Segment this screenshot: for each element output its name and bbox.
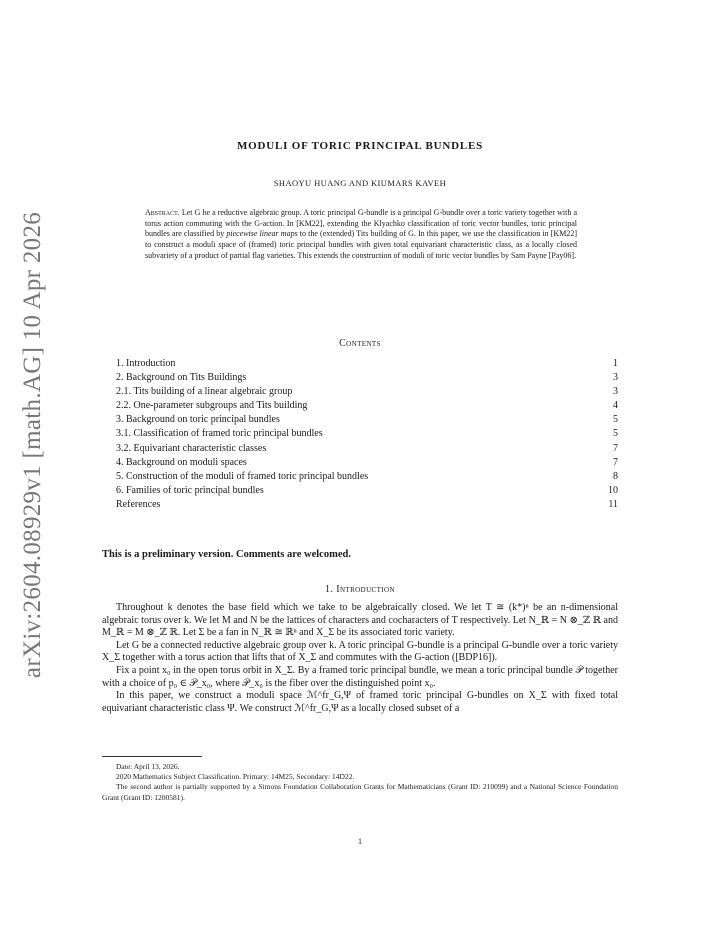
toc-page: 5 bbox=[613, 414, 618, 426]
abstract-label: Abstract. bbox=[145, 208, 180, 217]
toc-page: 3 bbox=[613, 372, 618, 384]
toc-page: 5 bbox=[613, 428, 618, 440]
footnote-msc: 2020 Mathematics Subject Classification. Primary: 14M25, Secondary: 14D22. bbox=[116, 772, 355, 782]
toc-label: 1. Introduction bbox=[116, 358, 176, 369]
toc-entry[interactable] bbox=[116, 413, 618, 427]
toc-entry[interactable] bbox=[116, 399, 618, 413]
toc-entry[interactable] bbox=[116, 385, 618, 399]
toc-label: 3.1. Classification of framed toric principal bundles bbox=[116, 428, 323, 440]
footnote-funding: The second author is partially supported by a Simons Foundation Collaboration Grants for Mathematicians (Grant ID: 210099) and a National Science Foundation Grant (Grant ID: 1200581). bbox=[102, 782, 618, 802]
toc-page: 7 bbox=[613, 442, 618, 454]
paper-title: MODULI OF TORIC PRINCIPAL BUNDLES bbox=[236, 140, 484, 152]
arxiv-sidebar-stamp bbox=[8, 210, 58, 680]
toc-page: 4 bbox=[613, 400, 618, 412]
toc-entry[interactable] bbox=[116, 371, 618, 385]
toc-label: 2. Background on Tits Buildings bbox=[116, 372, 247, 384]
toc-label: 2.1. Tits building of a linear algebraic group bbox=[116, 386, 293, 398]
footnote-rule bbox=[102, 756, 202, 757]
footnote-date: Date: April 13, 2026. bbox=[116, 762, 180, 771]
toc-entry[interactable] bbox=[116, 498, 618, 512]
section-heading: 1. Introduction bbox=[325, 584, 395, 595]
toc-label: 3. Background on toric principal bundles bbox=[116, 414, 280, 426]
abstract-emphasis: piecewise linear maps bbox=[226, 229, 298, 239]
toc-entry[interactable] bbox=[116, 484, 618, 498]
toc-page: 11 bbox=[608, 498, 618, 510]
toc-entry[interactable] bbox=[116, 456, 618, 470]
paragraph: Let G be a connected reductive algebraic group over k. A toric principal G-bundle is a principal G-bundle over a toric variety X_Σ together with a torus action that lifts that of X_Σ and commutes with the G-action ([BDP16]). bbox=[102, 639, 618, 664]
footnotes bbox=[102, 762, 618, 803]
toc-entry[interactable] bbox=[116, 357, 618, 371]
abstract-text-2: to the (extended) Tits building of G. In this paper, we use the classification in [KM22] to construct a moduli space of (framed) toric principal bundles with given total equivariant characteristic class, as a locally closed subvariety of a product of partial flag varieties. This extends the construction of moduli of toric vector bundles by Sam Payne [Pay06]. bbox=[145, 229, 577, 260]
toc-label: 4. Background on moduli spaces bbox=[116, 456, 247, 468]
abstract-text: Let G be a reductive algebraic group. A toric principal G-bundle is a principal G-bundle over a toric variety together with a torus action commuting with the G-action. In [KM22], extending the Klyachko classification of toric vector bundles, toric principal bundles are classified by bbox=[145, 208, 577, 239]
paragraph: In this paper, we construct a moduli space ℳ^fr_G,Ψ of framed toric principal G-bundles on X_Σ with fixed total equivariant characteristic class Ψ. We construct ℳ^fr_G,Ψ as a locally closed subset of a bbox=[102, 690, 618, 714]
toc-label: 3.2. Equivariant characteristic classes bbox=[116, 442, 267, 454]
paragraph: Fix a point x₀ in the open torus orbit in X_Σ. By a framed toric principal bundle, we mean a toric principal bundle 𝒫 together with a choice of p₀ ∈ 𝒫_x₀, where 𝒫_x₀ is the fiber over the distinguished point x₀. bbox=[102, 664, 618, 689]
toc-entry[interactable] bbox=[116, 427, 618, 441]
paragraph: Throughout k denotes the base field which we take to be algebraically closed. We let T ≅ (k*)ⁿ be an n-dimensional algebraic torus over k. We let M and N be the lattices of characters and cocharacters of T respectively. Let N_ℝ = N ⊗_ℤ ℝ and M_ℝ = M ⊗_ℤ ℝ. Let Σ be a fan in N_ℝ ≅ ℝⁿ and X_Σ be its associated toric variety. bbox=[102, 602, 618, 639]
toc-page: 7 bbox=[613, 456, 618, 468]
contents-heading: Contents bbox=[339, 338, 381, 349]
toc-page: 1 bbox=[613, 358, 618, 369]
preliminary-notice: This is a preliminary version. Comments are welcomed. bbox=[102, 549, 351, 560]
paper-authors: SHAOYU HUANG AND KIUMARS KAVEH bbox=[273, 178, 447, 188]
toc-label: 2.2. One-parameter subgroups and Tits building bbox=[116, 400, 308, 412]
toc-label: 5. Construction of the moduli of framed toric principal bundles bbox=[116, 470, 369, 482]
abstract bbox=[145, 208, 577, 262]
toc-entry[interactable] bbox=[116, 470, 618, 484]
toc-label: References bbox=[116, 498, 161, 510]
table-of-contents bbox=[116, 357, 618, 512]
toc-page: 3 bbox=[613, 386, 618, 398]
page-number: 1 bbox=[358, 837, 362, 846]
arxiv-id: arXiv:2604.08929v1 [math.AG] 10 Apr 2026 bbox=[19, 211, 46, 679]
toc-page: 10 bbox=[608, 484, 618, 496]
toc-entry[interactable] bbox=[116, 442, 618, 456]
section-body bbox=[102, 602, 618, 715]
toc-page: 8 bbox=[613, 470, 618, 482]
toc-label: 6. Families of toric principal bundles bbox=[116, 484, 264, 496]
